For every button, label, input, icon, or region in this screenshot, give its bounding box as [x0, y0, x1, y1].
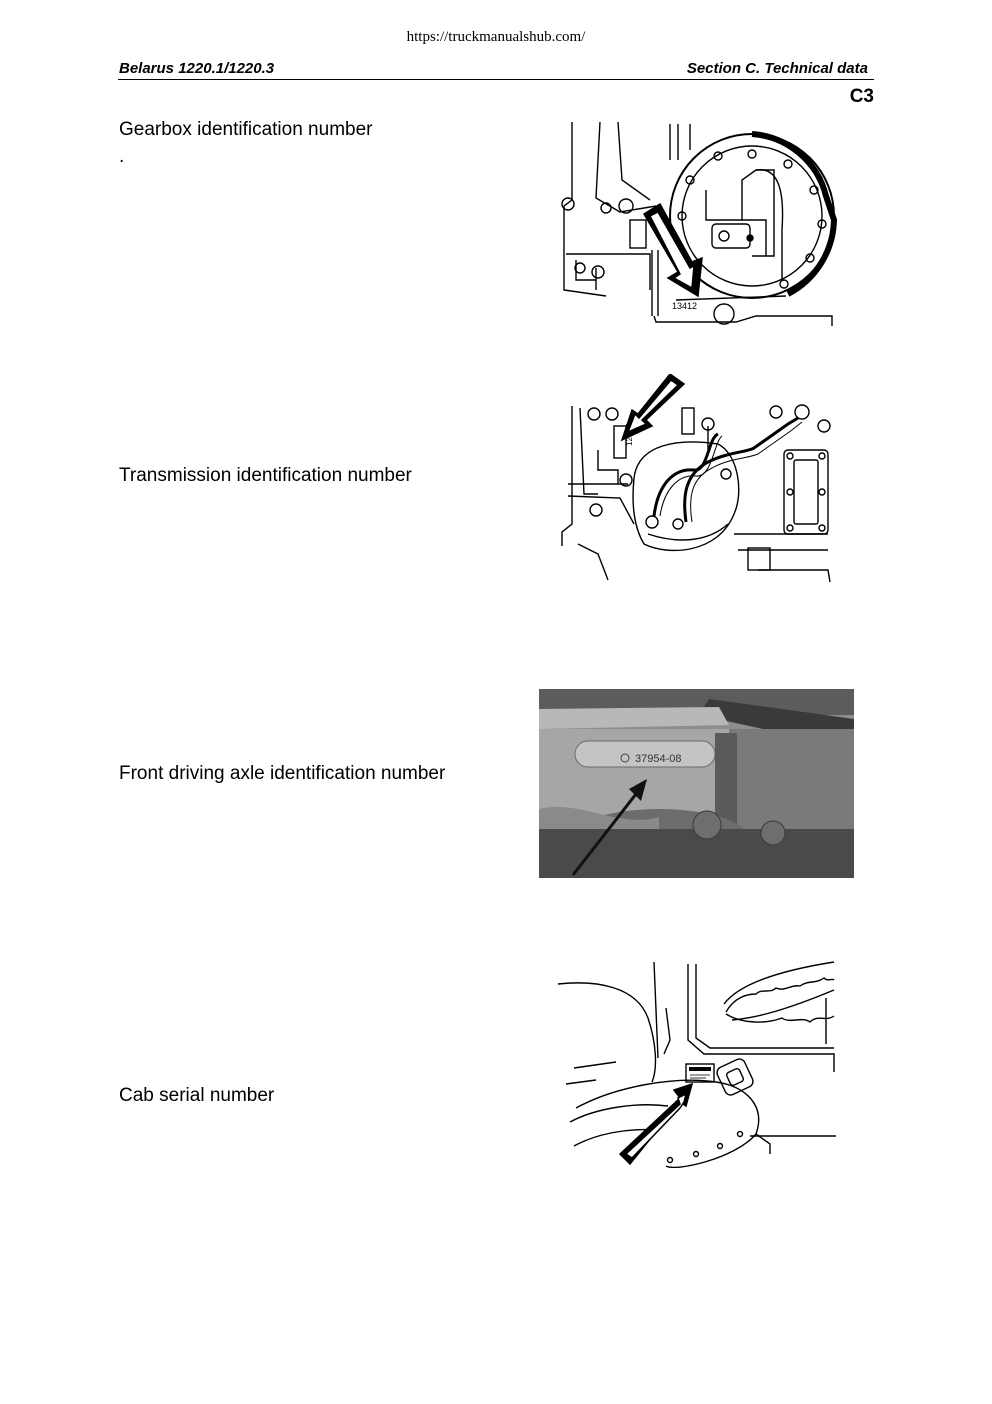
caption-cab: Cab serial number: [119, 1085, 275, 1106]
gearbox-illustration: [556, 120, 838, 332]
page-code: C3: [849, 86, 874, 107]
source-url[interactable]: https://truckmanualshub.com/: [406, 29, 586, 45]
caption-front-axle: Front driving axle identification number: [119, 763, 446, 784]
front-axle-photo: [539, 689, 854, 878]
caption-gearbox-note: .: [119, 146, 125, 167]
header-model: Belarus 1220.1/1220.3: [119, 60, 275, 77]
header-section: Section C. Technical data: [686, 60, 868, 77]
cab-illustration: [556, 958, 840, 1168]
header-rule: [118, 79, 874, 80]
transmission-illustration: [558, 374, 836, 586]
caption-gearbox: Gearbox identification number: [119, 119, 373, 140]
axle-plate-text: 37954-08: [635, 753, 682, 765]
gearbox-figure-label: 13412: [672, 301, 698, 311]
caption-transmission: Transmission identification number: [119, 465, 412, 486]
